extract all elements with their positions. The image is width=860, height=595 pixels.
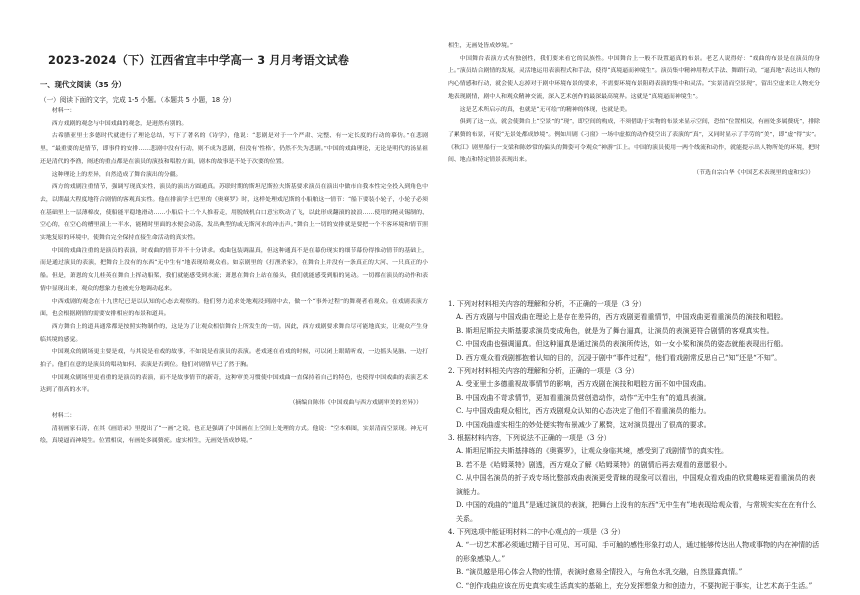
- paragraph: 西方的戏剧注重情节，强调写现真实性，演员的演出方圆通真。苏联时期的斯坦尼斯拉夫斯基要求演员在演出中做市自我本性完全投入到角色中去，以期最大程度地符合剧情的客观真实性。他在排演学士巴里的《奥赛罗》时，这样处理戏尼斯的小船舶这一情节：“船下要装小轮子，小轮子必须在基础里上一层薄棉皮，使船能平稳地滑动……小船后十二个人推着走，用脱绒机白口意宝吹动了飞，以此形成翻滚的波浪……使用的精灵锡制的、空心的，在空心的槽里滚上一半水，能精时里面的水便会动荡，发出典型的或无斯河水的冲击声。”舞台上一切的安排就是要把一个不客环境和情节照实地复原的环境中，使舞台完全保持直接生命活动的真实性。: [40, 184, 428, 242]
- paragraph: 中国的戏曲注重的是演员的表演，时戏曲的情节并不十分讲求。戏曲包装调温真，但这种通真不是在幕份现实的细节幕份得推动情节的基础上，而是通过演员的表演，把舞台上没有的东西“无中生有”地表现给观众看。如京剧里的《打渔杀家》，在舞台上并没有一条真正的大河、一只真正的小船。但是，萧恩的女儿桂英在舞台上挥动船桨，我们就能感受到水流；萧恩在舞台上站在船头，我们就能感受到船的晃动。一切都在演员的动作和表情中显现出来，观众的想象力也被充分地调动起来。: [40, 247, 428, 292]
- question-stem: 4. 下列选项中能证明材料二的中心观点的一项是（3 分）: [448, 527, 625, 536]
- material-one-label: 材料一：: [51, 108, 76, 114]
- answer-option: D. 中国戏曲虚实相生的妙处便实物布景减少了累赘，这对演员提出了很高的要求。: [456, 420, 711, 429]
- answer-option: A. 西方戏剧与中国戏曲在理论上是存在差异的，西方戏剧更看重情节，中国戏曲更看重演员的演技和唱腔。: [456, 313, 788, 322]
- exam-title: 2023-2024（下）江西省宜丰中学高一 3 月月考语文试卷: [48, 54, 350, 67]
- paragraph: 中国观众剧场里更看重的是演员的表演，而不是故事情节的新奇，这种审美习惯使中国戏曲一直保持着自己的特色，也使得中国戏曲的表演艺术达到了很高的水平。: [40, 374, 428, 394]
- question-list: [448, 298, 820, 593]
- answer-option: D. 西方观众看戏剧都抱着认知的目的，沉浸于剧中“事件过程”，他们看戏剧常反思自己“知”还是“不知”。: [456, 353, 782, 362]
- answer-option: C. 与中国戏曲观众相比，西方戏剧观众认知的心态决定了他们不看重演员的能力。: [456, 407, 711, 416]
- answer-option: D. 中国的戏曲的“道具”是通过演员的表演，把舞台上没有的东西“无中生有”地表现给观众看，与常规实实在在有什么关系。: [456, 501, 817, 523]
- source-citation: （节选自宗白华《中国艺术表现里的虚和实》）: [693, 170, 814, 177]
- answer-option: B. 中国戏曲不苛求情节，更加看重演员营创造动作，动作“无中生有”的道具表演。: [456, 393, 711, 402]
- answer-option: A. “一切艺术都必须通过精于目可见、耳可闻、手可触的感性形象打动人，通过能够传达出人物或事物的内在神情的活的形象感染人。”: [456, 541, 820, 563]
- paragraph: 中西戏剧的观念在十九世纪已是以认知的心态去观察的。他们努力追求处地观浸到剧中去，做一个“事外过程”的舞观者看观众。在戏剧表演方面，也会根据剧情的需要安排相应的布景和道具。: [40, 298, 428, 318]
- answer-option: C. “创作戏曲应该在历史真实或生活真实的基础上，充分发挥想象力和创造力，不要拘泥于事实，让艺术高于生活。”: [456, 581, 813, 590]
- question-stem: 3. 根据材料内容，下列说法不正确的一项是（3 分）: [448, 434, 611, 443]
- paragraph: 西方戏剧的观念与中国戏曲的观念，是迥然有别的。: [51, 120, 188, 127]
- question-stem: 1. 下列对材料相关内容的理解和分析，不正确的一项是（3 分）: [448, 300, 646, 308]
- paragraph: 这是艺术所启示的真，也就是“无可绘”的精神的体现，也就是美。: [459, 106, 631, 113]
- paragraph: 西方舞台上的道具通常都是按照实物制作的，这是为了让观众相信舞台上所发生的一切。因此，西方戏剧要求舞台尽可能地真实，让观众产生身临其境的感觉。: [40, 323, 428, 343]
- paragraph: 古希腊亚里士多德时代就进行了理论总结，写下了著名的《诗学》，他说：“悲剧是对于一个严肃、完整、有一定长度的行动的摹仿。”在悲剧里，“最重要的是情节，即事件的安排……悲剧中没有行动，则不成为悲剧，但没有‘性格’，仍然不失为悲剧。”中国的戏曲理论，无论是明代的汤显祖还是清代的李渔，阐述的重点都是在演员的演技和唱腔方面，剧本的故事是不处于次要的位置。: [40, 133, 428, 165]
- answer-option: B. 斯坦尼斯拉夫斯基要求演员变成角色，就是为了舞台逼真，让演员的表演更符合剧情的客观真实性。: [456, 326, 774, 335]
- paragraph: 中国舞台表演方式有独创性，我们要来看它的民族性。中国舞台上一般不设置逼真的布景。老艺人说得好：“戏曲的布景是在演员的身上。”演员结合剧情的发展，灵活地运用表演程式和手法，使得“真境逼而神境生”。演员集中精神用程式手法、舞蹈行动，“逼真地”表达出人物的内心情感和行动，就会使人忘掉对于剧中环境布景的要求，不需要环境布景阻碍表演的集中和灵活。“实景清而空景现”，留出空虚来让人物充分地表现剧情，剧中人和观众精神交流，深入艺术创作的最深最高境界。这就是“真境逼而神境生”。: [448, 55, 820, 100]
- answer-option: B. “演员越是用心体会人物的性情，表演时愈易全情投入，与角色水乳交融，自然显露真情。”: [456, 568, 743, 577]
- answer-option: C. 从中国名演员的折子戏专场比整部戏曲表演更受青睐的现象可以看出，中国观众看戏曲的欣赏趣味更看重演员的表演能力。: [456, 474, 816, 496]
- paragraph: 清初画家石涛，在其《画语录》里提出了“一画”之说，也正是强调了中国画在上空间上处理的方式。他说：“空本难图，实景清而空景现。神无可绘，真境逼而神境生。位置相戾，有画处多属赘疣。虚实相生，无画处皆成妙境。”: [40, 425, 428, 445]
- answer-option: C. 中国戏曲也强调逼真。但这种逼真是通过演员的表演所传达，如一女小桨和演员的姿态就能表现出行船。: [456, 340, 788, 349]
- paragraph: 这种理论上的差异，自然造成了舞台演出的分疆。: [51, 171, 182, 178]
- material-two-continued: [448, 40, 820, 180]
- answer-option: B. 若不是《哈姆莱特》剧透，西方观众了解《哈姆莱特》的剧情后再去观看的意愿很小。: [456, 460, 732, 469]
- paragraph: 中国观众的剧场更主要是戏，与其说是看戏的故事，不如说是看演员的表演。老戏迷在看戏的时候，可以闭上眼睛听戏，一边摇头晃脑、一边打拍子。他们在意的是演员的唱功如何、表演是否到位。他们对剧情早已了然于胸。: [40, 349, 428, 369]
- source-citation: （摘编自陈伟《中国戏曲与西方戏剧审美的差异》）: [289, 400, 422, 407]
- paragraph: 相生，无画处皆成妙境。”: [448, 43, 513, 49]
- material-two-label: 材料二：: [51, 412, 76, 419]
- material-one: [40, 105, 428, 448]
- paragraph: 俱到了这一点，就会使舞台上“空景”的“现”，即空间的构成，不须借助于实物的布景来显示空间，恐怕“位置相戾，有画处多属赘疣”，排除了累赘的布景，可使“无景处都成妙境”。例如川剧《刁窗》一场中虚拟的动作使空出了表演的“真”，又同时显示了手劳的“美”，即“虚”得“实”。《秋江》剧里船行一支梁和陈妙常的偏头的舞姿可令观众“神游”江上。中国的演员使用一两个线流和动作，就能提示出人物所处的环境，把时间、地点和特定情景表现出来。: [448, 119, 820, 164]
- answer-option: A. 斯坦尼斯拉夫斯基排练的《奥赛罗》，让观众身临其境，感受到了戏剧情节的真实性。: [456, 447, 729, 456]
- subsection-heading: （一）阅读下面的文字，完成 1-5 小题。（本题共 5 小题，18 分）: [40, 96, 236, 104]
- question-stem: 2. 下列对材料相关内容的理解和分析，正确的一项是（3 分）: [448, 367, 639, 376]
- answer-option: A. 受亚里士多德重视故事情节的影响，西方戏剧在演技和唱腔方面不如中国戏曲。: [456, 380, 711, 389]
- section-heading: 一、现代文阅读（35 分）: [40, 80, 126, 89]
